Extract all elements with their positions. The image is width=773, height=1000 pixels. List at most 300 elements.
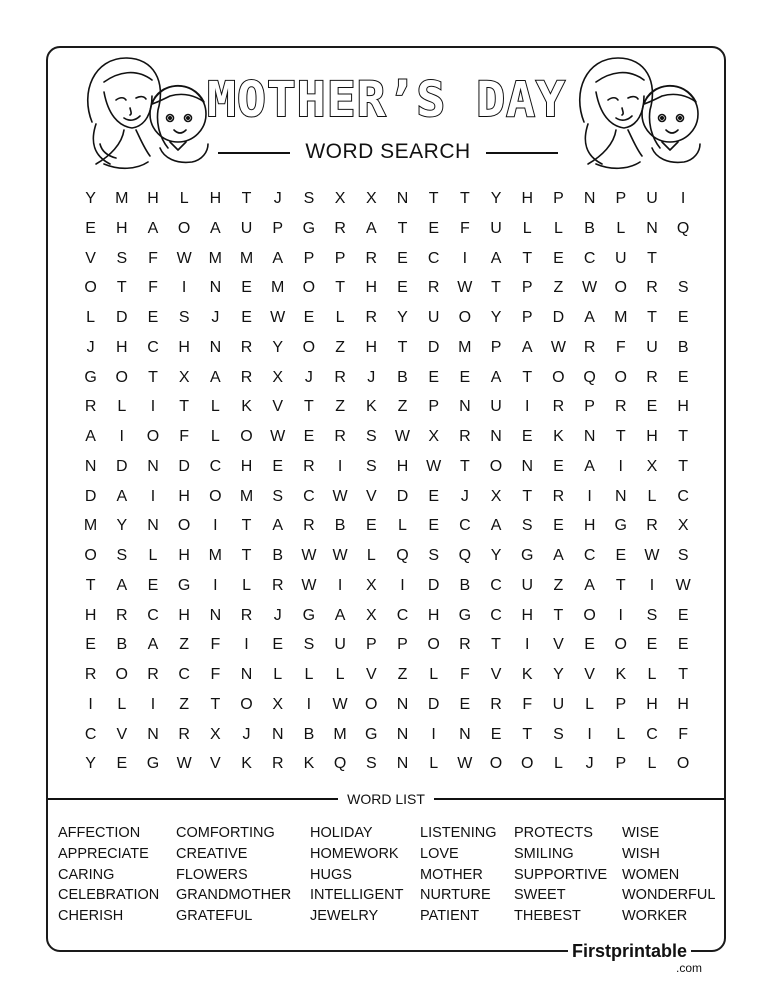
- grid-letter: K: [303, 755, 315, 773]
- grid-letter: U: [646, 190, 658, 207]
- grid-letter: M: [83, 517, 98, 535]
- grid-letter: I: [306, 695, 312, 713]
- grid-letter: H: [178, 606, 190, 624]
- grid-letter: R: [646, 279, 658, 297]
- grid-letter: H: [365, 279, 378, 297]
- grid-letter: U: [427, 309, 440, 326]
- grid-letter: T: [491, 279, 501, 297]
- word-list-column: [622, 823, 715, 927]
- grid-letter: T: [116, 279, 127, 297]
- grid-letter: P: [334, 249, 346, 267]
- grid-letter: L: [616, 725, 626, 743]
- grid-letter: P: [490, 338, 502, 356]
- grid-letter: P: [615, 190, 627, 207]
- grid-letter: U: [552, 695, 565, 713]
- grid-letter: W: [457, 755, 473, 773]
- grid-letter: E: [428, 368, 439, 386]
- grid-letter: J: [242, 725, 251, 743]
- grid-letter: S: [303, 190, 315, 207]
- grid-letter: D: [396, 487, 409, 505]
- grid-letter: W: [270, 428, 286, 445]
- grid-letter: R: [84, 398, 97, 416]
- grid-letter: S: [521, 517, 533, 535]
- grid-letter: D: [427, 338, 440, 356]
- grid-letter: T: [397, 219, 408, 237]
- grid-letter: P: [615, 695, 627, 713]
- word-list-item: WISH: [622, 845, 660, 862]
- grid-letter: A: [147, 219, 159, 237]
- grid-letter: G: [84, 368, 97, 386]
- grid-letter: L: [585, 695, 595, 713]
- grid-letter: W: [550, 338, 566, 356]
- word-list-item: CHERISH: [58, 908, 124, 925]
- grid-letter: X: [272, 695, 284, 713]
- grid-letter: O: [583, 606, 596, 624]
- word-list-item: WONDERFUL: [622, 887, 716, 904]
- grid-letter: R: [240, 338, 253, 356]
- grid-letter: U: [490, 398, 502, 416]
- grid-letter: O: [489, 457, 503, 475]
- grid-letter: G: [302, 219, 316, 237]
- page-subtitle: WORD SEARCH: [305, 140, 471, 163]
- grid-letter: U: [334, 636, 346, 654]
- grid-letter: F: [148, 279, 158, 297]
- grid-letter: W: [582, 279, 598, 297]
- grid-letter: X: [490, 487, 502, 505]
- grid-letter: S: [677, 547, 689, 564]
- grid-letter: O: [552, 368, 565, 386]
- word-list-column: [58, 823, 159, 927]
- grid-letter: R: [459, 428, 471, 445]
- grid-letter: I: [618, 606, 623, 624]
- grid-letter: W: [426, 457, 442, 475]
- grid-letter: B: [677, 338, 689, 356]
- grid-letter: F: [678, 725, 689, 743]
- grid-letter: M: [614, 309, 628, 326]
- word-list-item: PATIENT: [420, 908, 480, 925]
- grid-letter: T: [522, 725, 533, 743]
- page-title: MOTHER’S DAY: [207, 72, 566, 128]
- word-list-item: NURTURE: [420, 887, 491, 904]
- grid-letter: I: [587, 487, 592, 505]
- grid-letter: T: [678, 666, 689, 683]
- word-list-item: PROTECTS: [514, 825, 593, 841]
- grid-letter: T: [304, 398, 314, 416]
- grid-letter: T: [459, 190, 470, 207]
- grid-letter: M: [208, 547, 222, 564]
- grid-letter: E: [397, 249, 408, 267]
- word-list-item: WOMEN: [622, 866, 680, 883]
- grid-letter: T: [397, 338, 408, 356]
- grid-letter: A: [116, 487, 128, 505]
- grid-letter: L: [273, 666, 283, 683]
- grid-letter: P: [521, 279, 533, 297]
- grid-letter: X: [365, 190, 377, 207]
- letter-grid: [75, 184, 699, 779]
- grid-letter: T: [553, 606, 564, 624]
- grid-letter: R: [303, 457, 315, 475]
- grid-letter: L: [522, 219, 532, 237]
- word-list-item: WORKER: [622, 908, 688, 925]
- grid-letter: Z: [179, 636, 190, 654]
- grid-letter: L: [553, 219, 563, 237]
- grid-letter: T: [615, 576, 626, 594]
- grid-letter: F: [459, 666, 470, 683]
- grid-letter: H: [116, 219, 128, 237]
- grid-letter: N: [583, 428, 596, 445]
- grid-letter: V: [210, 755, 221, 773]
- grid-letter: D: [116, 457, 128, 475]
- grid-letter: A: [85, 428, 96, 445]
- grid-letter: M: [239, 249, 254, 267]
- grid-letter: T: [428, 190, 439, 207]
- grid-letter: N: [147, 457, 159, 475]
- grid-letter: O: [240, 695, 253, 713]
- grid-letter: E: [303, 428, 315, 445]
- grid-letter: O: [365, 695, 378, 713]
- grid-letter: Y: [490, 309, 502, 326]
- grid-letter: O: [489, 755, 503, 773]
- grid-letter: L: [210, 428, 220, 445]
- grid-letter: W: [332, 487, 348, 505]
- grid-letter: H: [521, 606, 533, 624]
- grid-letter: N: [396, 695, 409, 713]
- grid-letter: J: [585, 755, 594, 773]
- grid-letter: A: [116, 576, 128, 594]
- grid-letter: I: [400, 576, 405, 594]
- grid-letter: E: [490, 725, 502, 743]
- grid-letter: O: [146, 428, 160, 445]
- word-list-item: LOVE: [420, 845, 459, 862]
- grid-letter: H: [677, 695, 689, 713]
- grid-letter: T: [241, 190, 252, 207]
- grid-letter: M: [333, 725, 347, 743]
- grid-letter: M: [208, 249, 222, 267]
- grid-letter: I: [649, 576, 655, 594]
- grid-letter: W: [301, 576, 317, 594]
- grid-letter: I: [337, 576, 343, 594]
- grid-letter: R: [271, 755, 284, 773]
- grid-letter: G: [146, 755, 160, 773]
- word-list-item: GRATEFUL: [176, 908, 253, 925]
- word-list-item: CELEBRATION: [58, 887, 160, 904]
- grid-letter: T: [647, 309, 657, 326]
- grid-letter: T: [85, 576, 96, 594]
- grid-letter: K: [241, 755, 252, 773]
- grid-letter: L: [429, 666, 439, 683]
- grid-letter: E: [459, 695, 471, 713]
- grid-letter: O: [177, 517, 191, 535]
- grid-letter: L: [210, 398, 220, 416]
- grid-letter: K: [521, 666, 533, 683]
- grid-letter: H: [646, 428, 658, 445]
- grid-letter: H: [147, 190, 159, 207]
- grid-letter: N: [583, 190, 596, 207]
- grid-letter: J: [273, 606, 282, 624]
- grid-letter: M: [271, 279, 285, 297]
- grid-letter: A: [490, 517, 502, 535]
- grid-letter: E: [241, 279, 252, 297]
- word-list-item: HOMEWORK: [310, 845, 399, 862]
- grid-letter: B: [584, 219, 595, 237]
- grid-letter: G: [302, 606, 316, 624]
- word-list-item: AFFECTION: [58, 825, 141, 841]
- grid-letter: H: [84, 606, 97, 624]
- grid-letter: I: [119, 428, 124, 445]
- grid-letter: O: [302, 279, 316, 297]
- word-list-item: CREATIVE: [176, 845, 248, 862]
- grid-letter: E: [459, 368, 471, 386]
- grid-letter: A: [584, 576, 595, 594]
- grid-letter: H: [178, 487, 190, 505]
- grid-letter: N: [615, 487, 627, 505]
- grid-letter: A: [490, 249, 502, 267]
- grid-letter: F: [615, 338, 626, 356]
- grid-letter: F: [522, 695, 533, 713]
- grid-letter: X: [646, 457, 658, 475]
- word-list-item: CARING: [58, 866, 115, 883]
- grid-letter: S: [553, 725, 564, 743]
- grid-letter: H: [209, 190, 222, 207]
- grid-letter: L: [366, 547, 376, 564]
- grid-letter: U: [240, 219, 253, 237]
- grid-letter: N: [84, 457, 97, 475]
- grid-letter: G: [177, 576, 191, 594]
- grid-letter: A: [553, 547, 564, 564]
- word-list-item: WISE: [622, 825, 660, 841]
- grid-letter: C: [178, 666, 190, 683]
- grid-letter: P: [272, 219, 284, 237]
- grid-letter: H: [427, 606, 440, 624]
- grid-letter: S: [272, 487, 284, 505]
- grid-letter: W: [332, 695, 348, 713]
- grid-letter: T: [615, 428, 626, 445]
- grid-letter: R: [365, 309, 378, 326]
- grid-letter: I: [524, 398, 530, 416]
- subtitle-divider-right: [486, 152, 558, 154]
- grid-letter: D: [427, 576, 440, 594]
- grid-letter: G: [614, 517, 627, 535]
- grid-letter: X: [334, 190, 346, 207]
- grid-letter: F: [210, 636, 221, 654]
- grid-letter: Q: [676, 219, 690, 237]
- grid-letter: D: [116, 309, 128, 326]
- grid-letter: R: [646, 517, 658, 535]
- grid-letter: T: [678, 428, 689, 445]
- grid-letter: E: [241, 309, 252, 326]
- grid-letter: O: [614, 368, 627, 386]
- grid-letter: S: [646, 606, 658, 624]
- grid-letter: P: [397, 636, 408, 654]
- grid-letter: L: [335, 666, 345, 683]
- grid-letter: I: [150, 398, 156, 416]
- grid-letter: E: [646, 636, 658, 654]
- grid-letter: W: [332, 547, 348, 564]
- grid-letter: R: [459, 636, 471, 654]
- grid-letter: A: [210, 368, 221, 386]
- brand-logo: Firstprintable: [568, 941, 691, 961]
- word-list-item: COMFORTING: [176, 825, 275, 841]
- grid-letter: E: [646, 398, 658, 416]
- grid-letter: A: [272, 249, 284, 267]
- grid-letter: R: [334, 219, 346, 237]
- grid-letter: D: [84, 487, 97, 505]
- grid-letter: K: [365, 398, 377, 416]
- grid-letter: E: [677, 309, 689, 326]
- grid-letter: I: [618, 457, 623, 475]
- grid-letter: E: [397, 279, 408, 297]
- grid-letter: W: [675, 576, 691, 594]
- grid-letter: R: [147, 666, 159, 683]
- grid-letter: I: [462, 249, 468, 267]
- word-list-item: SMILING: [514, 845, 574, 862]
- grid-letter: C: [396, 606, 409, 624]
- word-list-item: FLOWERS: [176, 866, 248, 883]
- grid-letter: Q: [458, 547, 472, 564]
- grid-letter: Y: [397, 309, 408, 326]
- grid-letter: X: [428, 428, 439, 445]
- grid-letter: A: [521, 338, 533, 356]
- grid-letter: R: [615, 398, 627, 416]
- grid-letter: E: [521, 428, 533, 445]
- grid-letter: A: [210, 219, 221, 237]
- word-list-item: SUPPORTIVE: [514, 866, 608, 883]
- grid-letter: H: [178, 338, 190, 356]
- grid-letter: B: [272, 547, 284, 564]
- grid-letter: Y: [85, 190, 96, 207]
- grid-letter: L: [242, 576, 251, 594]
- grid-letter: O: [84, 547, 97, 564]
- grid-letter: C: [209, 457, 222, 475]
- word-list-column: [514, 823, 607, 927]
- grid-letter: [668, 244, 699, 274]
- grid-letter: F: [210, 666, 221, 683]
- grid-letter: R: [646, 368, 658, 386]
- grid-letter: N: [209, 338, 222, 356]
- grid-letter: O: [458, 309, 472, 326]
- grid-letter: C: [427, 249, 440, 267]
- word-list-title: WORD LIST: [347, 791, 425, 807]
- grid-letter: I: [88, 695, 93, 713]
- grid-letter: E: [116, 755, 128, 773]
- grid-letter: X: [365, 606, 377, 624]
- grid-letter: H: [521, 190, 533, 207]
- grid-letter: H: [240, 457, 253, 475]
- grid-letter: C: [459, 517, 471, 535]
- grid-letter: H: [646, 695, 658, 713]
- word-list-item: THEBEST: [514, 908, 581, 925]
- grid-letter: L: [429, 755, 439, 773]
- grid-letter: V: [490, 666, 502, 683]
- grid-letter: Z: [335, 398, 345, 416]
- grid-letter: X: [365, 576, 377, 594]
- grid-letter: S: [428, 547, 439, 564]
- grid-letter: A: [272, 517, 284, 535]
- grid-letter: X: [210, 725, 221, 743]
- grid-letter: J: [367, 368, 376, 386]
- grid-letter: U: [615, 249, 627, 267]
- grid-letter: T: [241, 517, 252, 535]
- grid-letter: U: [646, 338, 658, 356]
- grid-letter: E: [428, 487, 439, 505]
- word-list-item: INTELLIGENT: [310, 887, 404, 904]
- grid-letter: T: [459, 457, 470, 475]
- grid-letter: H: [365, 338, 378, 356]
- grid-letter: S: [178, 309, 190, 326]
- grid-letter: C: [490, 576, 502, 594]
- grid-letter: M: [115, 190, 129, 207]
- grid-letter: Q: [583, 368, 596, 386]
- grid-letter: X: [272, 368, 284, 386]
- grid-letter: E: [553, 457, 564, 475]
- grid-letter: C: [147, 606, 159, 624]
- grid-letter: O: [614, 279, 627, 297]
- grid-letter: V: [116, 725, 128, 743]
- grid-letter: C: [490, 606, 502, 624]
- grid-letter: N: [646, 219, 658, 237]
- grid-letter: N: [147, 725, 159, 743]
- grid-letter: L: [148, 547, 158, 564]
- grid-letter: E: [584, 636, 595, 654]
- grid-letter: B: [397, 368, 408, 386]
- grid-letter: R: [427, 279, 440, 297]
- grid-letter: S: [116, 547, 128, 564]
- grid-letter: F: [148, 249, 158, 267]
- word-list-item: HUGS: [310, 866, 352, 883]
- grid-letter: R: [240, 368, 253, 386]
- grid-letter: C: [646, 725, 658, 743]
- grid-letter: I: [181, 279, 187, 297]
- grid-letter: W: [301, 547, 317, 564]
- word-list-divider-right: [434, 798, 724, 800]
- grid-letter: Q: [396, 547, 409, 564]
- grid-letter: E: [85, 636, 96, 654]
- grid-letter: Z: [553, 279, 564, 297]
- grid-letter: L: [647, 666, 657, 683]
- grid-letter: T: [647, 249, 657, 267]
- grid-letter: Q: [333, 755, 347, 773]
- grid-letter: V: [85, 249, 96, 267]
- grid-letter: R: [365, 249, 378, 267]
- grid-letter: W: [176, 755, 192, 773]
- word-list-column: [420, 823, 497, 927]
- grid-letter: E: [428, 219, 439, 237]
- grid-letter: H: [178, 547, 190, 564]
- grid-letter: R: [490, 695, 502, 713]
- grid-letter: R: [116, 606, 128, 624]
- subtitle-row: [218, 139, 558, 165]
- grid-letter: R: [583, 338, 596, 356]
- grid-letter: D: [178, 457, 190, 475]
- word-list-item: SWEET: [514, 887, 566, 904]
- grid-letter: P: [303, 249, 315, 267]
- grid-letter: T: [148, 368, 158, 386]
- grid-letter: E: [272, 636, 284, 654]
- grid-letter: L: [335, 309, 345, 326]
- grid-letter: O: [84, 279, 97, 297]
- grid-letter: R: [178, 725, 190, 743]
- grid-letter: L: [616, 219, 626, 237]
- grid-letter: X: [178, 368, 190, 386]
- grid-letter: C: [303, 487, 315, 505]
- grid-letter: G: [520, 547, 534, 564]
- grid-letter: L: [647, 487, 657, 505]
- grid-letter: W: [394, 428, 411, 445]
- grid-letter: E: [615, 547, 627, 564]
- grid-letter: R: [271, 576, 284, 594]
- word-list-item: LISTENING: [420, 825, 497, 841]
- grid-letter: B: [334, 517, 346, 535]
